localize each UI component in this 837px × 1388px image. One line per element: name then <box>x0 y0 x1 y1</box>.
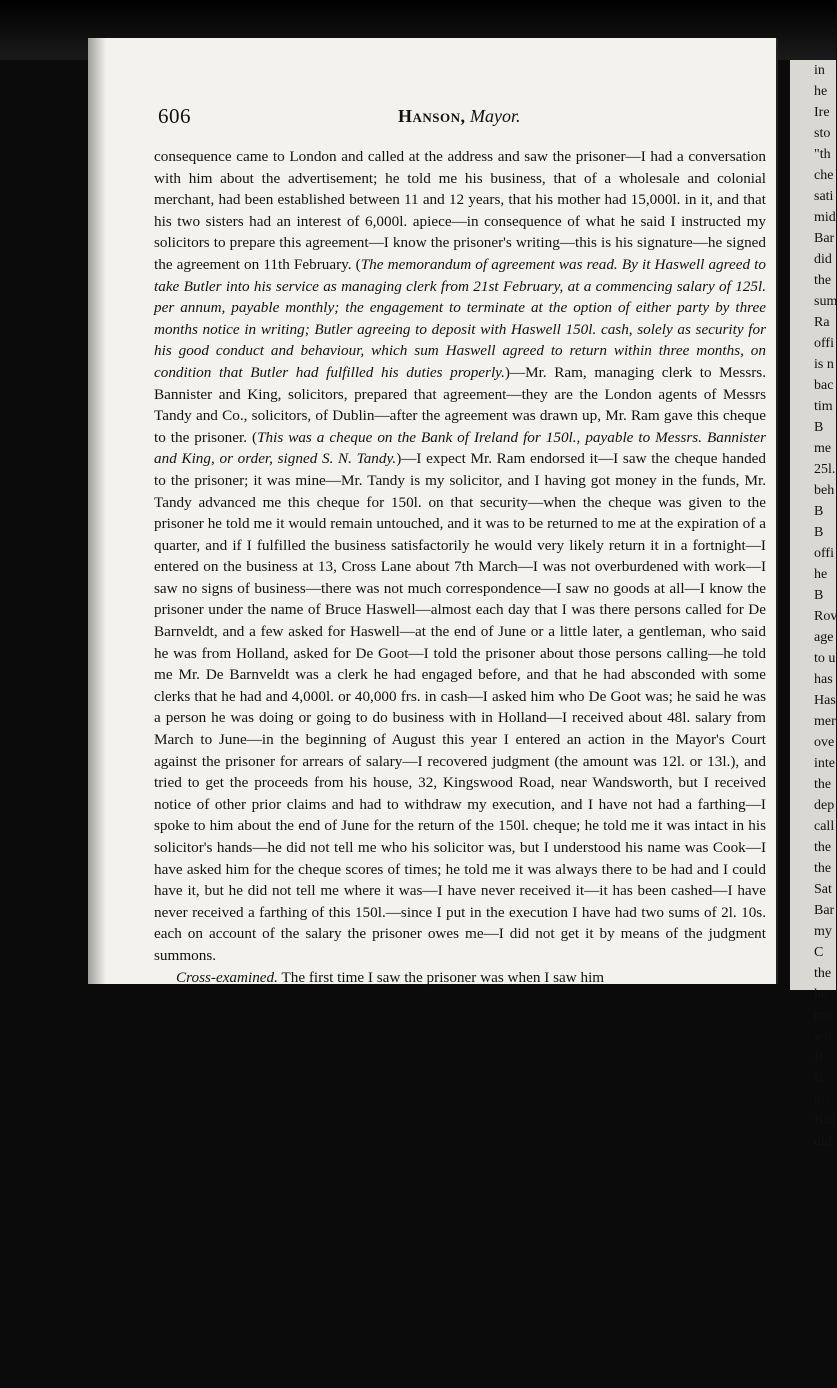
page-header <box>158 104 758 134</box>
adjacent-page-fragment: Bar <box>814 231 835 246</box>
adjacent-page-fragment: wh <box>814 1029 832 1044</box>
testimony-text: )—I expect Mr. Ram endorsed it—I saw the cheque handed to the prisoner; it was mine—Mr. Tandy is my solicitor, and I having got money in the funds, Mr. Tandy advanced me this cheque for 150l. on that security—when the cheque was given to the prisoner he told me it would remain untouched, and it was to be returned to me at the expiration of a quarter, and if I fulfilled the business satisfactorily he would very likely return it in a fortnight—I entered on the business at 13, Cross Lane about 7th March—I was not overburdened with work—I saw no signs of business—there was not much correspondence—I saw no goods at all—I know the prisoner under the name of Bruce Haswell—almost each day that I was there persons called for De Barnveldt, and a few asked for Haswell—at the end of June or a little later, a gentleman, who said he was from Holland, asked for De Goot—I told the prisoner about those persons calling—he told me Mr. De Barnveldt was a clerk he had engaged before, and that he had absconded with some clerks that he had and 4,000l. or 40,000 frs. in cash—I asked him who De Goot was; he said he was a person he was doing or going to do business with in Holland—I received about 48l. salary from March to June—in the beginning of August this year I entered an action in the Mayor's Court against the prisoner for arrears of salary—I recovered judgment (the amount was 12l. or 13l.), and tried to get the proceeds from his house, 32, Kingswood Road, near Wandsworth, but I received notice of other prior claims and had to withdraw my execution, and I have not had a farthing—I spoke to him about the end of June for the return of the 150l. cheque; he told me it was intact in his solicitor's hands—he did not tell me who his solicitor was, but I understood his name was Cook—I have asked him for the cheque scores of times; he told me it was always there to be had and I could have it, but he did not tell me where it was—I have never received it—it has been cashed—I have never received a farthing of this 150l.—since I put in the execution I have had two sums of 2l. 10s. each on account of the salary the prisoner owes me—I did not get it by means of the judgment summons. <box>154 450 766 964</box>
adjacent-page-fragment: B <box>814 525 824 540</box>
running-head-office: Mayor. <box>470 106 521 126</box>
adjacent-page-fragment: is n <box>814 357 834 372</box>
adjacent-page-fragment: sati <box>814 189 834 204</box>
adjacent-page-fragment: the <box>814 840 832 855</box>
adjacent-page-fragment: he <box>814 84 828 99</box>
adjacent-page-fragment: mid <box>814 210 836 225</box>
adjacent-page-fragment: to u <box>814 651 836 666</box>
adjacent-page-fragment: in <box>814 63 825 78</box>
page-number: 606 <box>158 104 191 128</box>
adjacent-page-fragment: Sat <box>814 882 832 897</box>
adjacent-page-fragment: inte <box>814 756 835 771</box>
adjacent-page-fragment: C <box>814 945 824 960</box>
adjacent-page-fragment: did <box>814 1134 832 1149</box>
adjacent-page-fragment: B <box>814 1071 824 1086</box>
adjacent-page-fragment: the <box>814 861 832 876</box>
adjacent-page-fragment: has <box>814 672 833 687</box>
agreement-summary: The memorandum of agreement was read. By it Haswell agreed to take Butler into his service as managing clerk from 21st February, at a commencing salary of 125l. per annum, payable monthly; the engagement to terminate at the option of either party by three months notice in writing; Butler agreeing to deposit with Haswell 150l. cash, solely as security for his good conduct and behaviour, which sum Haswell agreed to return within three months, on condition that Butler had fulfilled his duties properly. <box>154 255 766 381</box>
running-head <box>398 106 521 127</box>
adjacent-page-fragment: B <box>814 420 824 435</box>
adjacent-page-fragment: my <box>814 924 832 939</box>
running-head-name: Hanson, <box>398 106 466 126</box>
adjacent-page-fragment: mo <box>814 1008 832 1023</box>
adjacent-page-fragment: did <box>814 252 832 267</box>
adjacent-page-fragment: But <box>814 1113 835 1128</box>
adjacent-page-fragment: sto <box>814 126 831 141</box>
adjacent-page-fragment: tim <box>814 399 833 414</box>
adjacent-page-fragment: bac <box>814 378 834 393</box>
cross-examination-text: The first time I saw the prisoner was when I saw him <box>277 968 605 986</box>
adjacent-page-fragment: mer <box>814 714 836 729</box>
adjacent-page-fragment: offi <box>814 546 834 561</box>
adjacent-page-fragment: B <box>814 504 824 519</box>
adjacent-page-fragment: che <box>814 168 834 183</box>
adjacent-page-edge <box>790 60 837 1149</box>
adjacent-page-fragment: Bar <box>814 903 835 918</box>
adjacent-page-fragment: he <box>814 567 828 582</box>
adjacent-page-fragment: call <box>814 819 835 834</box>
adjacent-page-fragment: sum <box>814 294 837 309</box>
adjacent-page-fragment: beh <box>814 483 835 498</box>
adjacent-page-fragment: B <box>814 588 824 603</box>
adjacent-page-fragment: Has <box>814 693 836 708</box>
testimony-text: consequence came to London and called at the address and saw the prisoner—I had a conversation with him about the advertisement; he told me his business, that of a wholesale and colonial merchant, had been established between 11 and 12 years, that his mother had 15,000l. in it, and that his two sisters had an interest of 6,000l. apiece—in consequence of what he said I instructed my solicitors to prepare this agreement—I know the prisoner's writing—this is his signature—he signed the agreement on 11th February. ( <box>154 148 766 273</box>
cross-examined-label: Cross-examined. <box>176 968 278 986</box>
adjacent-page-fragment: Ire <box>814 105 830 120</box>
adjacent-page-fragment: offi <box>814 336 834 351</box>
adjacent-page-fragment: dep <box>814 798 835 813</box>
testimony-text: )—Mr. Ram, managing clerk to Messrs. Bannister and King, solicitors, prepared that agreement—they are the London agents of Messrs Tandy and Co., solicitors, of Dublin—after the agreement was drawn up, Mr. Ram gave this cheque to the prisoner. ( <box>154 363 766 446</box>
adjacent-page-fragment: he <box>814 987 828 1002</box>
adjacent-page-fragment: the <box>814 273 832 288</box>
adjacent-page-fragment: 25l. <box>814 462 836 477</box>
adjacent-page-fragment: nis <box>814 1092 831 1107</box>
adjacent-page-fragment: Ra <box>814 315 830 330</box>
adjacent-page-fragment: Rov <box>814 609 837 624</box>
page-body <box>154 146 766 988</box>
cross-examination-paragraph <box>154 967 766 989</box>
gutter-shadow <box>88 38 106 984</box>
adjacent-page-fragment: the <box>814 777 832 792</box>
adjacent-page-fragment: the <box>814 966 832 981</box>
cheque-description: This was a cheque on the Bank of Ireland for 150l., payable to Messrs. Bannister and King, or order, signed S. N. Tandy. <box>154 428 767 468</box>
testimony-paragraph <box>154 146 766 967</box>
adjacent-page-fragment: "th <box>814 147 831 162</box>
adjacent-page-fragment: ove <box>814 735 835 750</box>
adjacent-page-fragment: B <box>814 1050 824 1065</box>
adjacent-page-fragment: me <box>814 441 832 456</box>
adjacent-page-fragment: age <box>814 630 834 645</box>
